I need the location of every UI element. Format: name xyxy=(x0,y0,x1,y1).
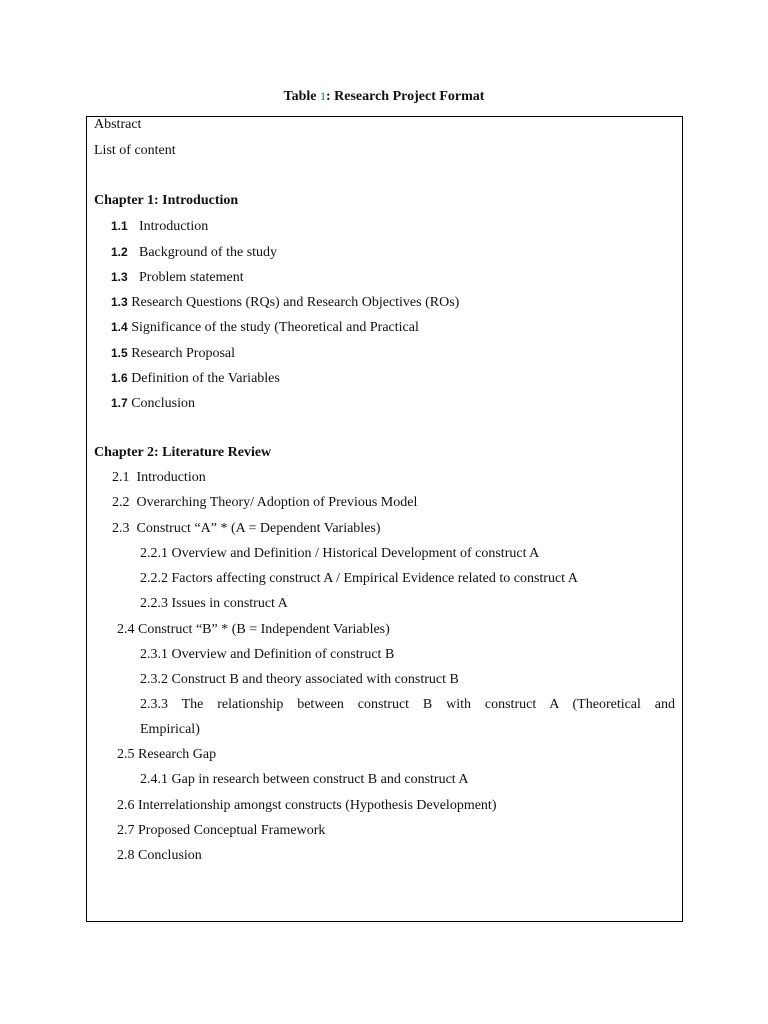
toc-item-number: 1.2 xyxy=(111,245,128,259)
toc-item-number: 1.5 xyxy=(111,346,128,360)
toc-item-2-7: 2.7 Proposed Conceptual Framework xyxy=(117,823,326,838)
toc-item-2-2: 2.2 Overarching Theory/ Adoption of Previous Model xyxy=(112,495,418,510)
toc-item-1-7 xyxy=(111,394,195,413)
toc-item-2-4-1: 2.4.1 Gap in research between construct B and construct A xyxy=(140,772,469,787)
toc-item-1-3 xyxy=(111,268,244,287)
toc-item-number: 1.3 xyxy=(111,270,128,284)
chapter-1-heading: Chapter 1: Introduction xyxy=(94,193,239,208)
toc-item-text: Problem statement xyxy=(139,270,244,285)
toc-item-2-2-2: 2.2.2 Factors affecting construct A / Empirical Evidence related to construct A xyxy=(140,571,578,586)
toc-item-2-3-1: 2.3.1 Overview and Definition of construct B xyxy=(140,647,395,662)
abstract-line: Abstract xyxy=(94,117,142,132)
chapter-2-heading: Chapter 2: Literature Review xyxy=(94,445,272,460)
toc-item-text: Definition of the Variables xyxy=(131,371,280,386)
caption-number: 1 xyxy=(319,89,326,103)
toc-item-2-8: 2.8 Conclusion xyxy=(117,848,202,863)
toc-item-1-5 xyxy=(111,344,235,363)
toc-item-2-1: 2.1 Introduction xyxy=(112,470,206,485)
caption-prefix: Table xyxy=(283,89,320,104)
toc-item-text: Introduction xyxy=(139,219,209,234)
toc-item-number: 1.6 xyxy=(111,371,128,385)
toc-item-text: Research Proposal xyxy=(131,346,235,361)
toc-item-text: Background of the study xyxy=(139,245,278,260)
toc-item-1-6 xyxy=(111,369,280,388)
toc-item-1-4 xyxy=(111,318,419,337)
toc-item-2-4: 2.4 Construct “B” * (B = Independent Variables) xyxy=(117,622,390,637)
caption-title: : Research Project Format xyxy=(325,89,485,104)
toc-item-text: Research Questions (RQs) and Research Objectives (ROs) xyxy=(131,295,460,310)
toc-item-2-2-3: 2.2.3 Issues in construct A xyxy=(140,596,288,611)
toc-item-2-3: 2.3 Construct “A” * (A = Dependent Variables) xyxy=(112,521,381,536)
toc-item-2-6: 2.6 Interrelationship amongst constructs (Hypothesis Development) xyxy=(117,798,497,813)
toc-item-2-3-2: 2.3.2 Construct B and theory associated with construct B xyxy=(140,672,459,687)
list-of-content-line: List of content xyxy=(94,143,176,158)
toc-item-2-3-3: 2.3.3 The relationship between construct B with construct A (Theoretical and xyxy=(140,697,675,712)
toc-item-1-2 xyxy=(111,243,277,262)
toc-item-2-3-3-continued: Empirical) xyxy=(140,722,200,737)
toc-item-number: 1.7 xyxy=(111,396,128,410)
table-caption xyxy=(0,87,768,106)
toc-item-number: 1.3 xyxy=(111,295,128,309)
toc-item-1-1 xyxy=(111,217,208,236)
toc-item-2-5: 2.5 Research Gap xyxy=(117,747,217,762)
toc-item-2-2-1: 2.2.1 Overview and Definition / Historical Development of construct A xyxy=(140,546,540,561)
toc-item-number: 1.1 xyxy=(111,219,128,233)
toc-item-number: 1.4 xyxy=(111,320,128,334)
toc-item-1-3b xyxy=(111,293,459,312)
toc-item-text: Conclusion xyxy=(131,396,195,411)
toc-item-text: Significance of the study (Theoretical and Practical xyxy=(131,320,419,335)
